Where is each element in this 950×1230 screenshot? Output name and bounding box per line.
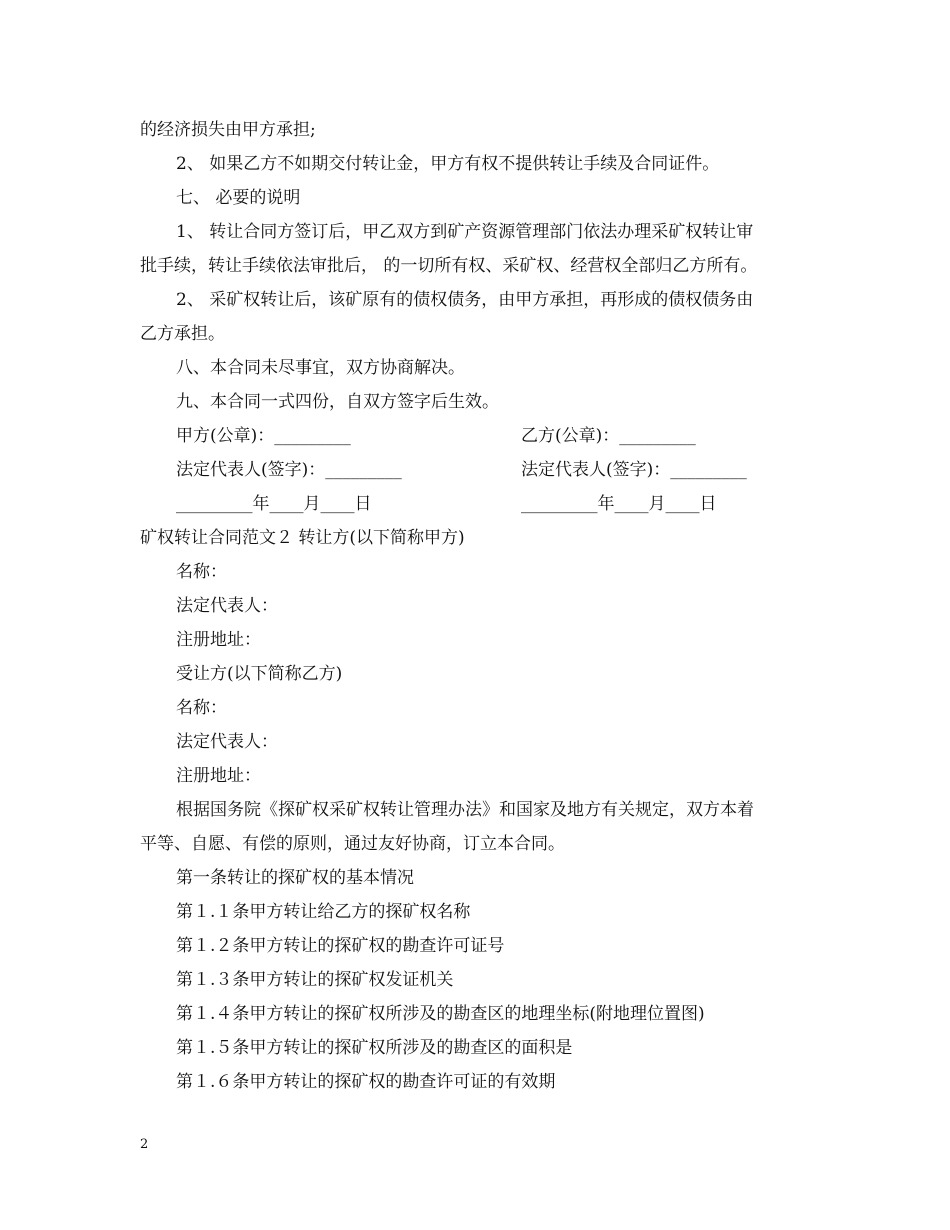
section-heading-9: 九、本合同一式四份，自双方签字后生效。: [176, 392, 499, 412]
transferor-representative-field: 法定代表人：: [176, 596, 278, 616]
article-1-6: 第１.６条甲方转让的探矿权的勘查许可证的有效期: [176, 1072, 556, 1092]
paragraph-item-2-line-2: 乙方承担。: [140, 324, 225, 344]
article-1-4: 第１.４条甲方转让的探矿权所涉及的勘查区的地理坐标(附地理位置图): [176, 1004, 705, 1024]
transferee-representative-field: 法定代表人：: [176, 732, 278, 752]
transferor-address-field: 注册地址：: [176, 630, 261, 650]
article-1-1: 第１.１条甲方转让给乙方的探矿权名称: [176, 902, 471, 922]
transferee-address-field: 注册地址：: [176, 766, 261, 786]
paragraph-item-2-line-1: 2、 采矿权转让后，该矿原有的债权债务，由甲方承担，再形成的债权债务由: [176, 290, 754, 310]
section-heading-7: 七、 必要的说明: [176, 188, 301, 208]
paragraph-loss-borne: 的经济损失由甲方承担;: [140, 120, 316, 140]
party-b-representative-field: 法定代表人(签字)：_________: [521, 460, 747, 480]
party-b-date-field: _________年____月____日: [521, 494, 717, 514]
section-heading-8: 八、本合同未尽事宜，双方协商解决。: [176, 358, 465, 378]
article-1-5: 第１.５条甲方转让的探矿权所涉及的勘查区的面积是: [176, 1038, 573, 1058]
paragraph-item-2-payment: 2、 如果乙方不如期交付转让金，甲方有权不提供转让手续及合同证件。: [176, 154, 720, 174]
article-1-heading: 第一条转让的探矿权的基本情况: [176, 868, 414, 888]
transferee-heading: 受让方(以下简称乙方): [176, 664, 343, 684]
party-a-representative-field: 法定代表人(签字)：_________: [176, 460, 402, 480]
basis-paragraph-line-2: 平等、自愿、有偿的原则，通过友好协商，订立本合同。: [140, 834, 565, 854]
article-1-2: 第１.２条甲方转让的探矿权的勘查许可证号: [176, 936, 505, 956]
basis-paragraph-line-1: 根据国务院《探矿权采矿权转让管理办法》和国家及地方有关规定，双方本着: [176, 800, 754, 820]
article-1-3: 第１.３条甲方转让的探矿权发证机关: [176, 970, 454, 990]
party-a-date-field: _________年____月____日: [176, 494, 372, 514]
sample-2-heading: 矿权转让合同范文２ 转让方(以下简称甲方): [140, 528, 465, 548]
party-a-seal-field: 甲方(公章)：_________: [176, 426, 351, 446]
page-number: 2: [140, 1137, 149, 1152]
transferee-name-field: 名称：: [176, 698, 227, 718]
transferor-name-field: 名称：: [176, 562, 227, 582]
paragraph-item-1-line-1: 1、 转让合同方签订后，甲乙双方到矿产资源管理部门依法办理采矿权转让审: [176, 222, 754, 242]
party-b-seal-field: 乙方(公章)：_________: [521, 426, 696, 446]
paragraph-item-1-line-2: 批手续，转让手续依法审批后， 的一切所有权、采矿权、经营权全部归乙方所有。: [140, 256, 758, 276]
